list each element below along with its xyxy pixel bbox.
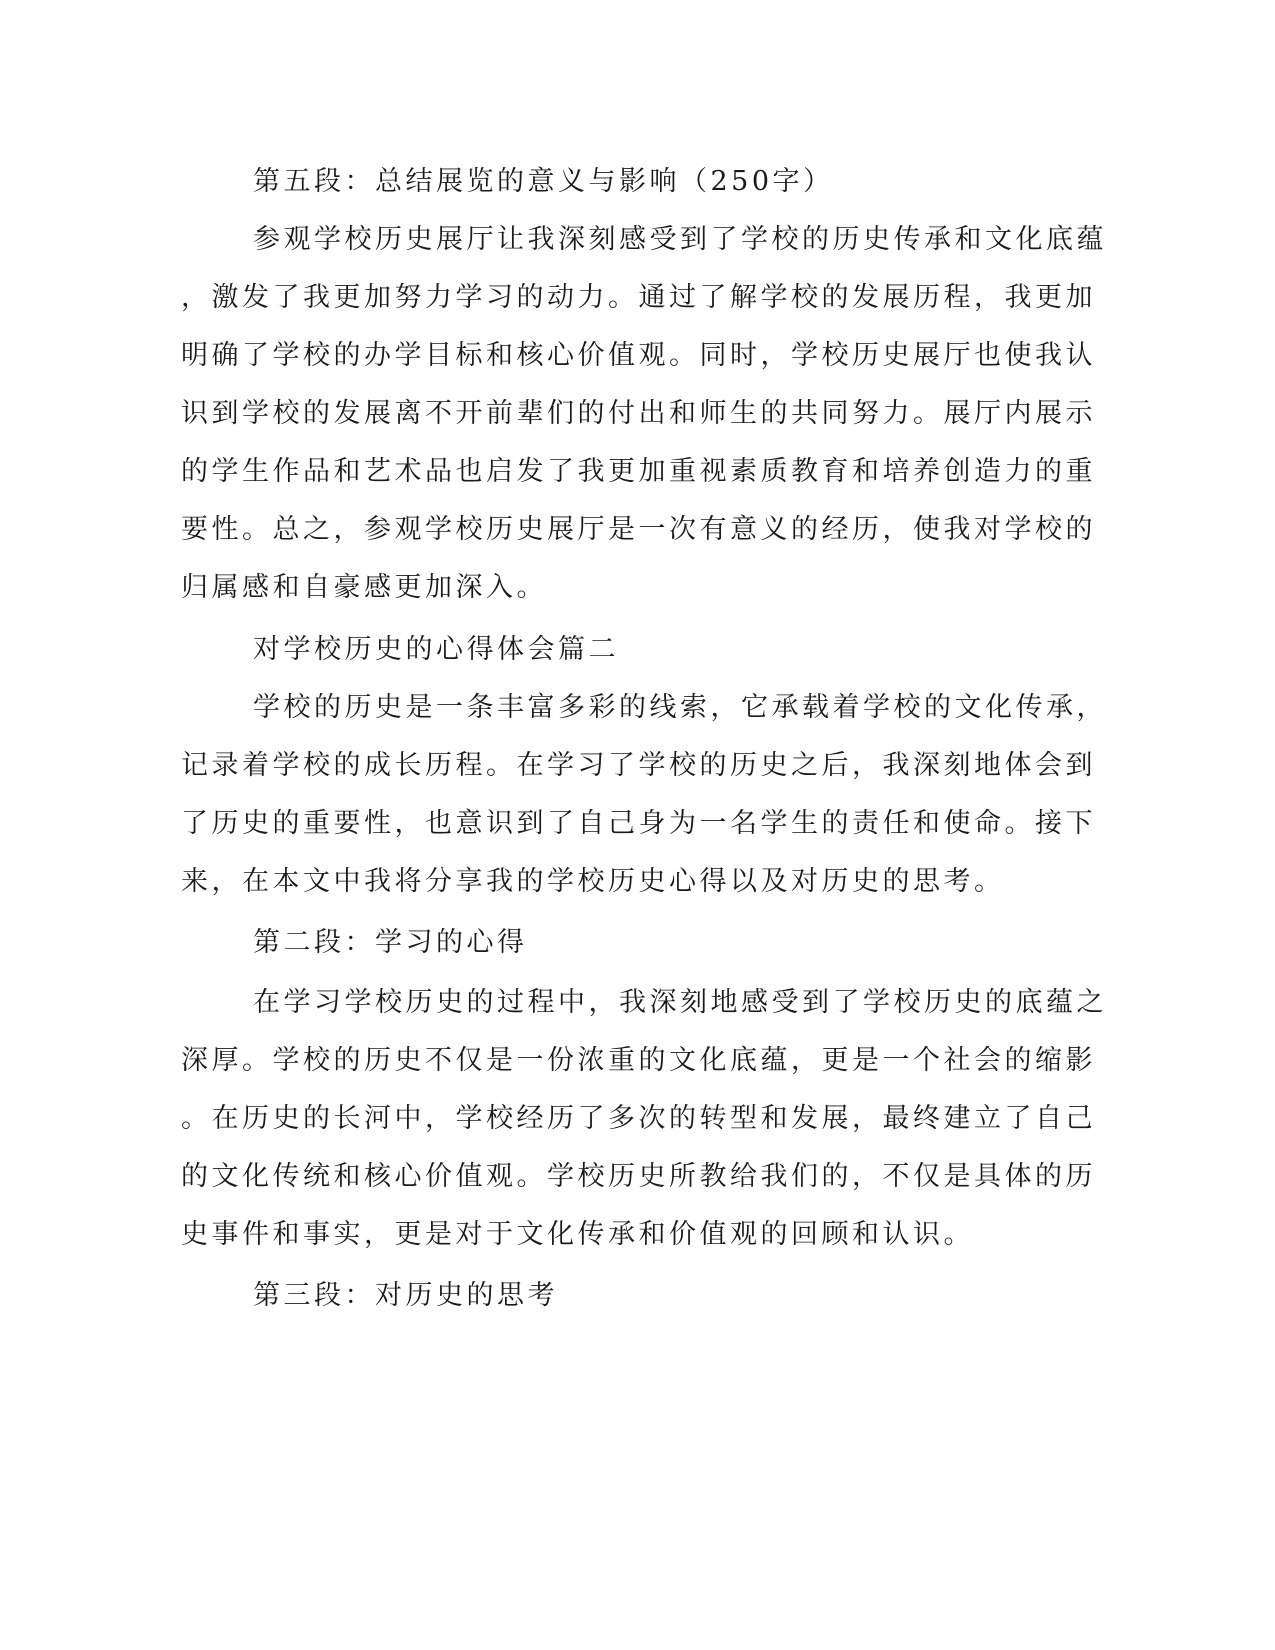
paragraph-line: 。在历史的长河中，学校经历了多次的转型和发展，最终建立了自己 [181,1103,1096,1134]
paragraph-line: 了历史的重要性，也意识到了自己身为一名学生的责任和使命。接下 [181,808,1096,839]
heading-section-three: 第三段：对历史的思考 [253,1280,558,1311]
paragraph-line: 要性。总之，参观学校历史展厅是一次有意义的经历，使我对学校的 [181,514,1096,545]
paragraph-line: 在学习学校历史的过程中，我深刻地感受到了学校历史的底蕴之 [253,987,1107,1018]
paragraph-line: 明确了学校的办学目标和核心价值观。同时，学校历史展厅也使我认 [181,340,1096,371]
paragraph-line: 参观学校历史展厅让我深刻感受到了学校的历史传承和文化底蕴 [253,224,1107,255]
paragraph-line: 深厚。学校的历史不仅是一份浓重的文化底蕴，更是一个社会的缩影 [181,1045,1096,1076]
heading-article-two: 对学校历史的心得体会篇二 [253,634,619,665]
paragraph-line: 学校的历史是一条丰富多彩的线索，它承载着学校的文化传承， [253,692,1107,723]
paragraph-line: 史事件和事实，更是对于文化传承和价值观的回顾和认识。 [181,1219,974,1250]
paragraph-line: ，激发了我更加努力学习的动力。通过了解学校的发展历程，我更加 [181,282,1096,313]
heading-section-five: 第五段：总结展览的意义与影响（250字） [253,166,834,197]
paragraph-line: 来，在本文中我将分享我的学校历史心得以及对历史的思考。 [181,866,1005,897]
paragraph-line: 的文化传统和核心价值观。学校历史所教给我们的，不仅是具体的历 [181,1161,1096,1192]
heading-section-two: 第二段：学习的心得 [253,927,528,958]
paragraph-line: 识到学校的发展离不开前辈们的付出和师生的共同努力。展厅内展示 [181,398,1096,429]
paragraph-line: 归属感和自豪感更加深入。 [181,572,547,603]
paragraph-line: 记录着学校的成长历程。在学习了学校的历史之后，我深刻地体会到 [181,750,1096,781]
paragraph-line: 的学生作品和艺术品也启发了我更加重视素质教育和培养创造力的重 [181,456,1096,487]
